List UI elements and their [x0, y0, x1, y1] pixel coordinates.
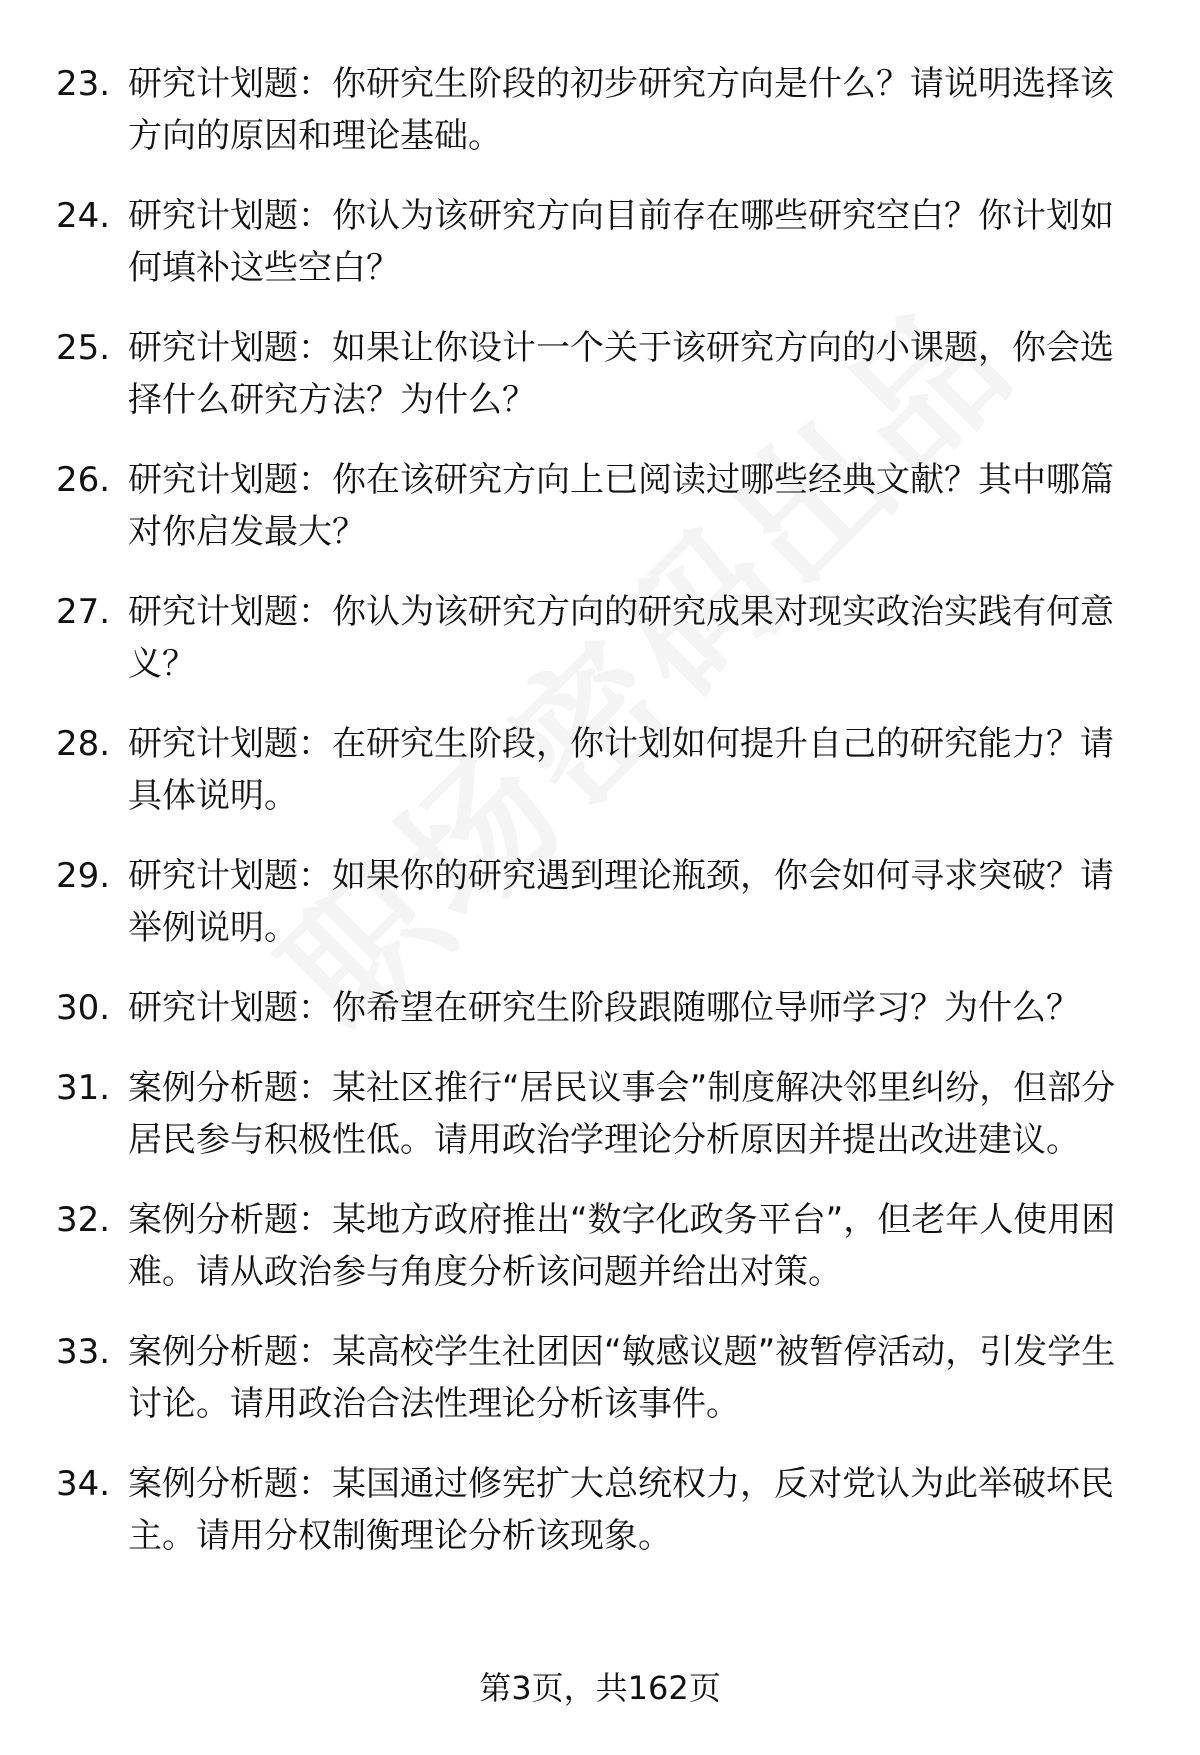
question-text: 研究计划题：你在该研究方向上已阅读过哪些经典文献？其中哪篇对你启发最大？ [128, 460, 1114, 552]
question-number: 23. [56, 64, 111, 104]
question-text: 研究计划题：你认为该研究方向目前存在哪些研究空白？你计划如何填补这些空白？ [128, 196, 1114, 288]
question-text: 研究计划题：如果你的研究遇到理论瓶颈，你会如何寻求突破？请举例说明。 [128, 856, 1114, 948]
question-item-26 [0, 454, 1200, 558]
question-item-27 [0, 586, 1200, 690]
question-item-25 [0, 322, 1200, 426]
question-text: 研究计划题：在研究生阶段，你计划如何提升自己的研究能力？请具体说明。 [128, 724, 1114, 816]
question-text: 案例分析题：某地方政府推出“数字化政务平台”，但老年人使用困难。请从政治参与角度分析该问题并给出对策。 [128, 1200, 1116, 1292]
question-item-29 [0, 850, 1200, 954]
question-item-32 [0, 1194, 1200, 1298]
question-number: 31. [56, 1068, 111, 1108]
question-number: 27. [56, 592, 111, 632]
question-number: 25. [56, 328, 111, 368]
question-text: 研究计划题：你认为该研究方向的研究成果对现实政治实践有何意义？ [128, 592, 1114, 684]
question-number: 24. [56, 196, 111, 236]
question-number: 29. [56, 856, 111, 896]
question-item-24 [0, 190, 1200, 294]
question-text: 案例分析题：某国通过修宪扩大总统权力，反对党认为此举破坏民主。请用分权制衡理论分析该现象。 [128, 1464, 1114, 1556]
question-number: 33. [56, 1332, 111, 1372]
question-text: 案例分析题：某高校学生社团因“敏感议题”被暂停活动，引发学生讨论。请用政治合法性理论分析该事件。 [128, 1332, 1116, 1424]
question-item-30 [0, 982, 1200, 1034]
question-number: 34. [56, 1464, 111, 1504]
question-text: 研究计划题：如果让你设计一个关于该研究方向的小课题，你会选择什么研究方法？为什么？ [128, 328, 1114, 420]
question-number: 28. [56, 724, 111, 764]
question-item-31 [0, 1062, 1200, 1166]
question-list [0, 58, 1200, 1562]
question-item-34 [0, 1458, 1200, 1562]
question-item-33 [0, 1326, 1200, 1430]
question-text: 案例分析题：某社区推行“居民议事会”制度解决邻里纠纷，但部分居民参与积极性低。请用政治学理论分析原因并提出改进建议。 [128, 1068, 1116, 1160]
question-text: 研究计划题：你研究生阶段的初步研究方向是什么？请说明选择该方向的原因和理论基础。 [128, 64, 1114, 156]
question-number: 26. [56, 460, 111, 500]
question-item-23 [0, 58, 1200, 162]
question-number: 32. [56, 1200, 111, 1240]
question-text: 研究计划题：你希望在研究生阶段跟随哪位导师学习？为什么？ [128, 988, 1080, 1028]
question-number: 30. [56, 988, 111, 1028]
page-footer: 第3页，共162页 [479, 1669, 721, 1707]
question-item-28 [0, 718, 1200, 822]
